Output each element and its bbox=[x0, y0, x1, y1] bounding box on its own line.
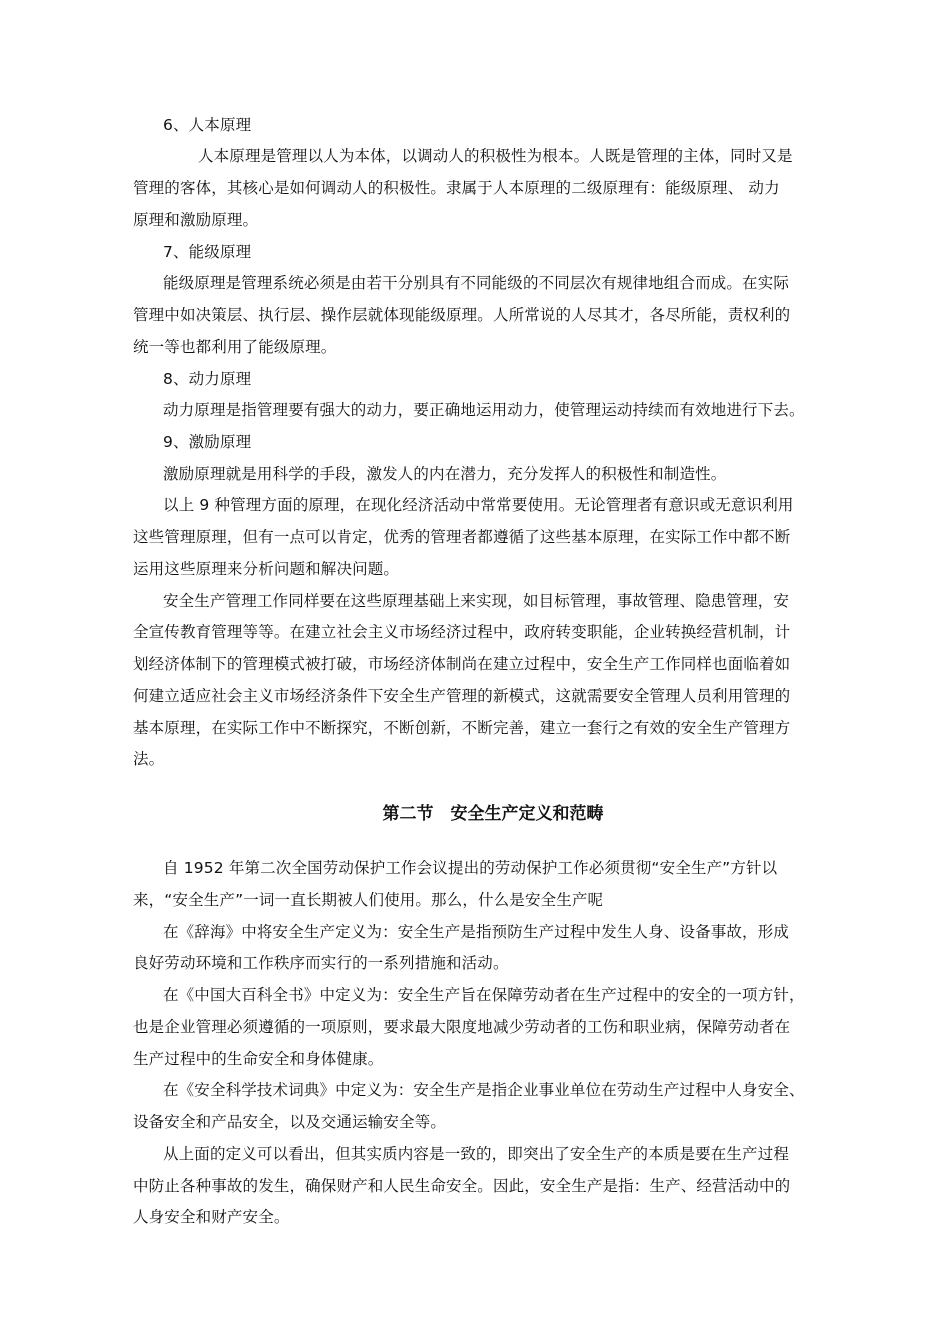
paragraph-line: 来，“安全生产”一词一直长期被人们使用。那么，什么是安全生产呢 bbox=[133, 891, 604, 909]
paragraph-line: 基本原理，在实际工作中不断探究，不断创新，不断完善，建立一套行之有效的安全生产管理方 bbox=[133, 719, 791, 737]
item-heading-7: 7、能级原理 bbox=[163, 243, 252, 261]
paragraph-line: 统一等也都利用了能级原理。 bbox=[133, 338, 337, 356]
paragraph-line: 在《辞海》中将安全生产定义为：安全生产是指预防生产过程中发生人身、设备事故，形成 bbox=[163, 923, 790, 941]
item-heading-8: 8、动力原理 bbox=[163, 370, 252, 388]
paragraph-line: 安全生产管理工作同样要在这些原理基础上来实现，如目标管理，事故管理、隐患管理，安 bbox=[163, 592, 790, 610]
paragraph-line: 管理中如决策层、执行层、操作层就体现能级原理。人所常说的人尽其才，各尽所能，责权利的 bbox=[133, 306, 791, 324]
paragraph-line: 在《中国大百科全书》中定义为：安全生产旨在保障劳动者在生产过程中的安全的一项方针， bbox=[163, 986, 805, 1004]
paragraph-line: 设备安全和产品安全，以及交通运输安全等。 bbox=[133, 1113, 447, 1131]
item-heading-6: 6、人本原理 bbox=[163, 116, 252, 134]
paragraph-line: 良好劳动环境和工作秩序而实行的一系列措施和活动。 bbox=[133, 954, 509, 972]
paragraph-line: 何建立适应社会主义市场经济条件下安全生产管理的新模式，这就需要安全管理人员利用管理的 bbox=[133, 687, 791, 705]
paragraph-line: 全宣传教育管理等等。在建立社会主义市场经济过程中，政府转变职能，企业转换经营机制，计 bbox=[133, 623, 791, 641]
paragraph-line: 原理和激励原理。 bbox=[133, 211, 259, 229]
paragraph-line: 人本原理是管理以人为本体，以调动人的积极性为根本。人既是管理的主体，同时又是 bbox=[198, 147, 793, 165]
paragraph-line: 从上面的定义可以看出，但其实质内容是一致的，即突出了安全生产的本质是要在生产过程 bbox=[163, 1145, 790, 1163]
paragraph-line: 运用这些原理来分析问题和解决问题。 bbox=[133, 560, 400, 578]
paragraph-line: 激励原理就是用科学的手段，激发人的内在潜力，充分发挥人的积极性和制造性。 bbox=[163, 465, 727, 483]
paragraph-line: 这些管理原理，但有一点可以肯定，优秀的管理者都遵循了这些基本原理，在实际工作中都不断 bbox=[133, 528, 791, 546]
section-title: 第二节 安全生产定义和范畴 bbox=[382, 804, 604, 824]
paragraph-line: 中防止各种事故的发生，确保财产和人民生命安全。因此，安全生产是指：生产、经营活动中的 bbox=[133, 1177, 791, 1195]
paragraph-line: 自 1952 年第二次全国劳动保护工作会议提出的劳动保护工作必须贯彻“安全生产”方针以 bbox=[163, 859, 778, 877]
paragraph-line: 以上 9 种管理方面的原理，在现化经济活动中常常要使用。无论管理者有意识或无意识利用 bbox=[163, 496, 794, 514]
paragraph-line: 能级原理是管理系统必须是由若干分别具有不同能级的不同层次有规律地组合而成。在实际 bbox=[163, 274, 790, 292]
paragraph-line: 在《安全科学技术词典》中定义为：安全生产是指企业事业单位在劳动生产过程中人身安全、 bbox=[163, 1081, 805, 1099]
paragraph-line: 管理的客体，其核心是如何调动人的积极性。隶属于人本原理的二级原理有：能级原理、 动力 bbox=[133, 179, 780, 197]
paragraph-line: 动力原理是指管理要有强大的动力，要正确地运用动力，使管理运动持续而有效地进行下去。 bbox=[163, 401, 805, 419]
paragraph-line: 划经济体制下的管理模式被打破，市场经济体制尚在建立过程中，安全生产工作同样也面临着如 bbox=[133, 655, 791, 673]
item-heading-9: 9、激励原理 bbox=[163, 433, 252, 451]
paragraph-line: 生产过程中的生命安全和身体健康。 bbox=[133, 1050, 384, 1068]
paragraph-line: 也是企业管理必须遵循的一项原则，要求最大限度地减少劳动者的工伤和职业病，保障劳动者在 bbox=[133, 1018, 791, 1036]
paragraph-line: 法。 bbox=[133, 750, 165, 768]
paragraph-line: 人身安全和财产安全。 bbox=[133, 1208, 290, 1226]
